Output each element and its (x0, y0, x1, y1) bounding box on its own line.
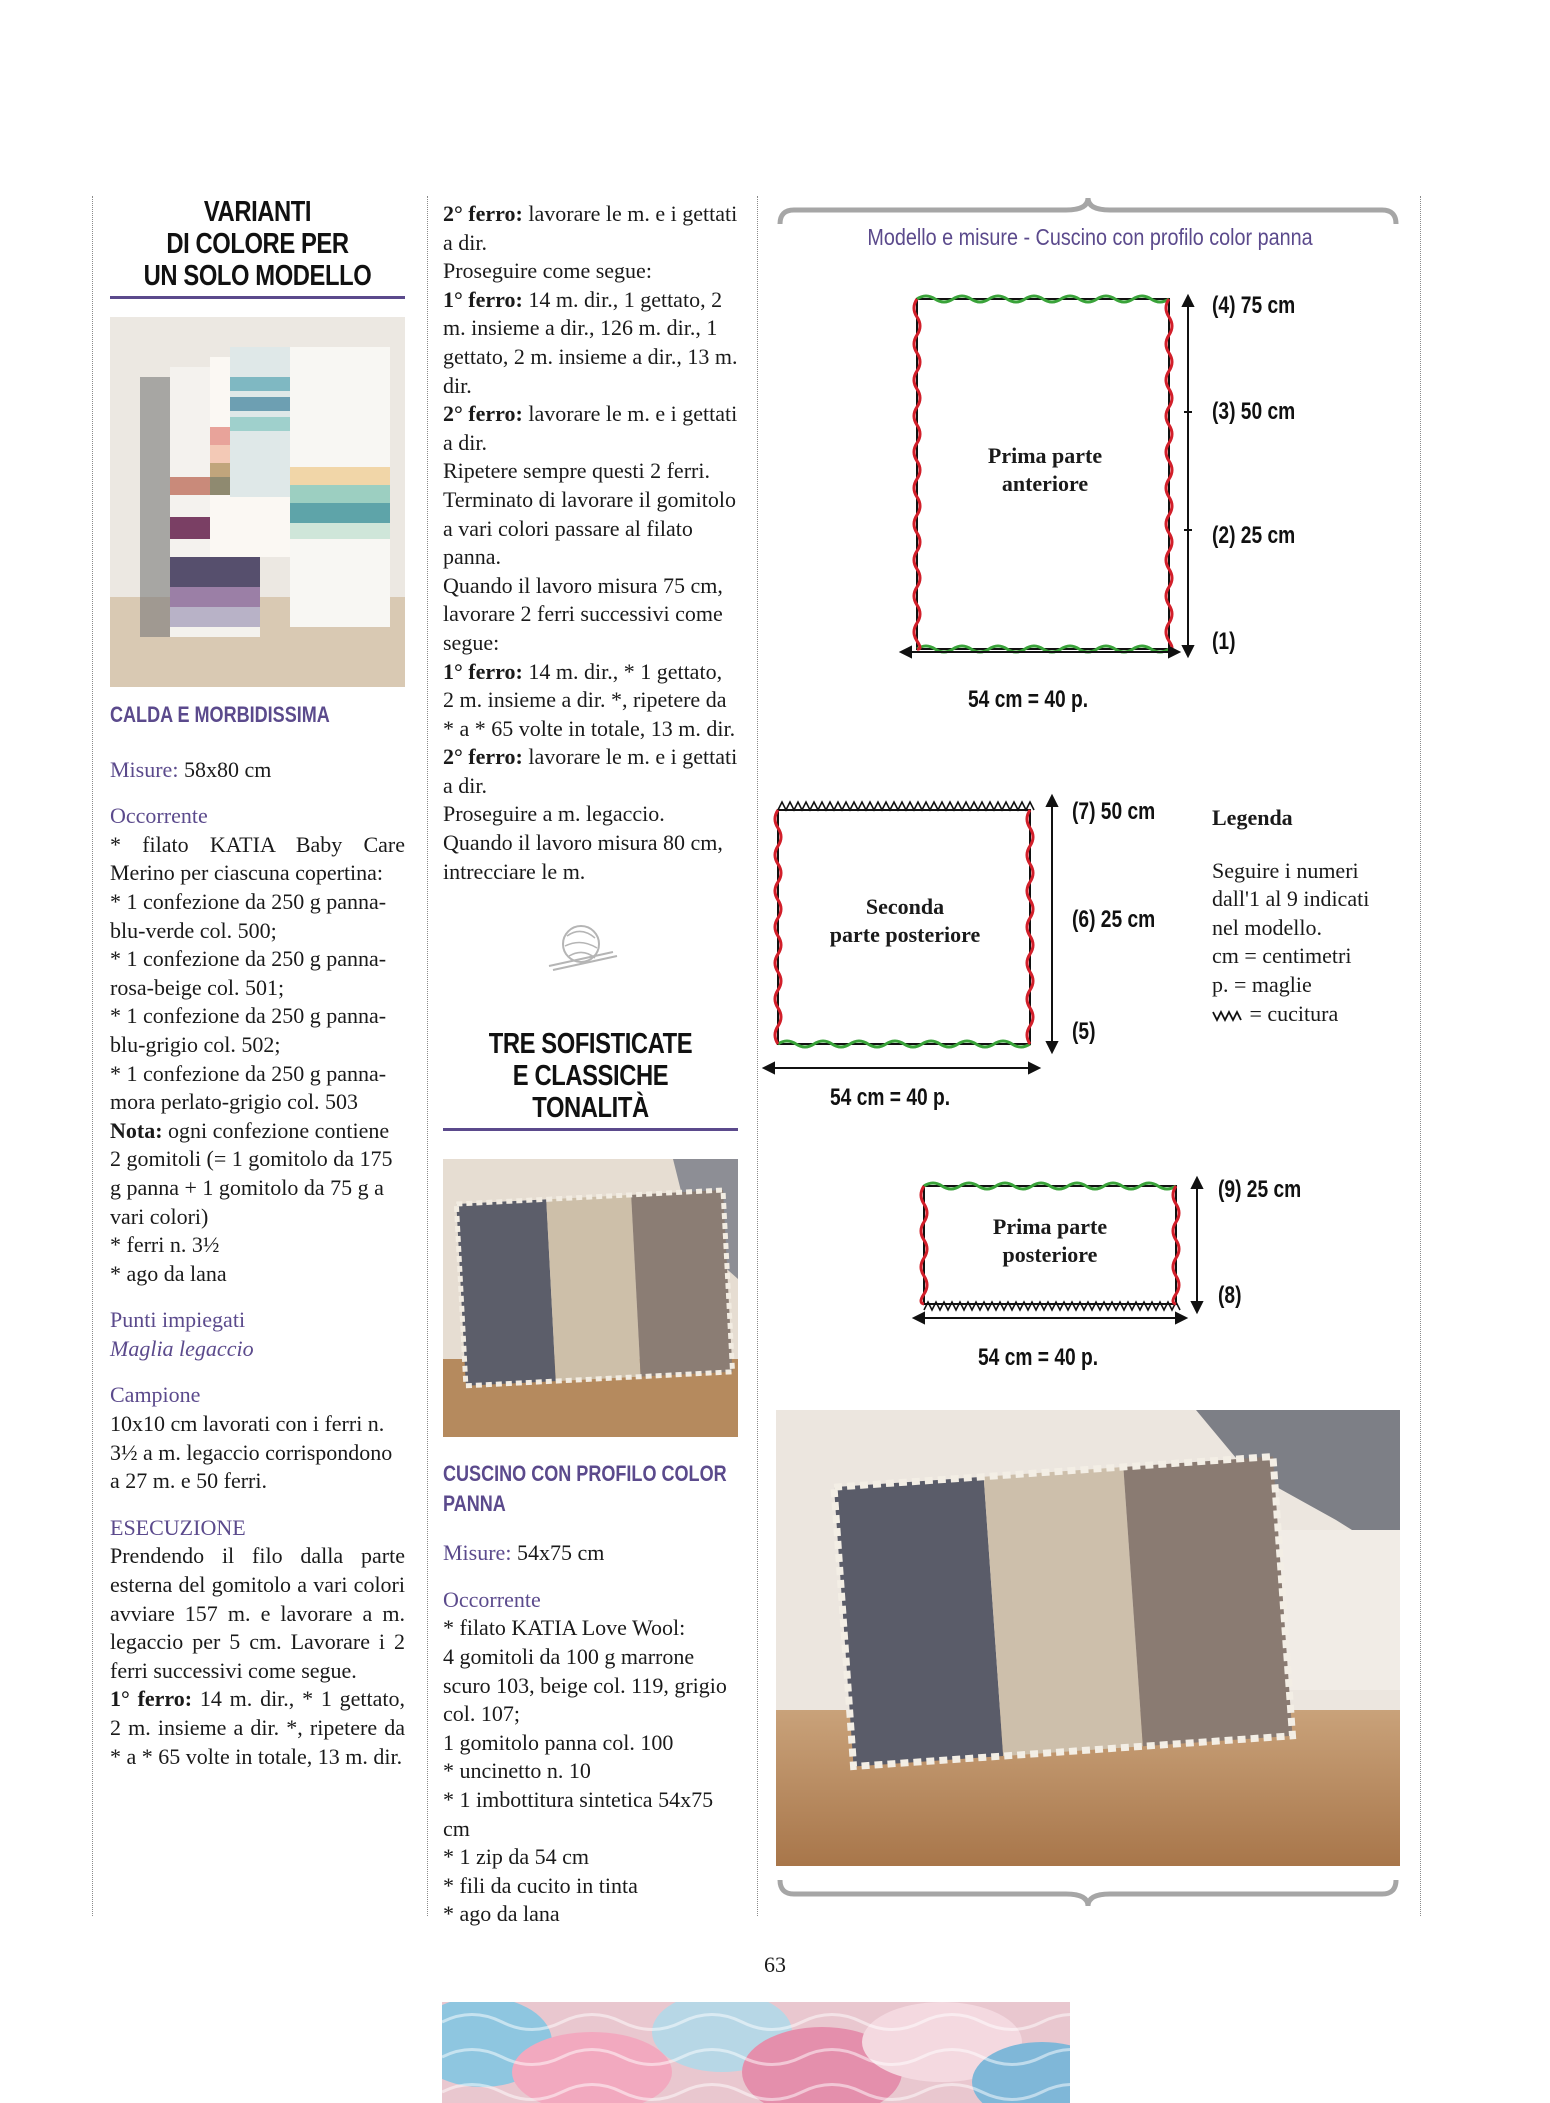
ferro-text: 14 m. dir., * 1 gettato, 2 m. insieme a dir. *, ripetere da * a * 65 volte in totale, 13 m. dir. (443, 658, 736, 741)
esecuzione-text: Prendendo il filo dalla parte esterna del gomitolo a vari colori avviare 157 m. e lavorare a m. legaccio per 5 cm. Lavorare i 2 ferri successivi come segue. (110, 1543, 405, 1683)
back1-right-seam (1173, 1186, 1179, 1304)
campione-text: 10x10 cm lavorati con i ferri n. 3½ a m. legaccio corrispondono a 27 m. e 50 ferri. (110, 1411, 393, 1494)
back1-mark-9: (9) 25 cm (1218, 1176, 1302, 1203)
project-title-2: CUSCINO CON PROFILO COLOR PANNA (443, 1461, 727, 1517)
back2-bottom-seam (778, 1041, 1030, 1047)
list-item: * ago da lana (110, 1260, 227, 1286)
back2-top-zipper (778, 802, 1034, 810)
list-item: * 1 zip da 54 cm (443, 1844, 590, 1870)
back2-mark-7: (7) 50 cm (1072, 798, 1156, 825)
list-item: * filato KATIA Love Wool: (443, 1615, 686, 1641)
ferro-text: lavorare le m. e i gettati a dir. (443, 744, 738, 798)
misure-value: 54x75 cm (516, 1540, 605, 1566)
back2-mark-5: (5) (1072, 1018, 1096, 1045)
front-mark-2: (2) 25 cm (1212, 522, 1296, 549)
campione-label: Campione (110, 1382, 201, 1408)
legend-line: p. = maglie (1212, 971, 1312, 997)
list-item: 4 gomitoli da 100 g marrone scuro 103, beige col. 119, grigio col. 107; (443, 1644, 727, 1727)
ferro-text: lavorare le m. e i gettati a dir. (443, 401, 738, 455)
title-line: E CLASSICHE (512, 1060, 669, 1093)
back1-mark-8: (8) (1218, 1282, 1242, 1309)
occorrente-label: Occorrente (443, 1586, 541, 1612)
legend (1212, 804, 1412, 1028)
front-mark-3: (3) 50 cm (1212, 398, 1296, 425)
title-line: TONALITÀ (532, 1092, 649, 1125)
label-line: Prima parte (992, 1214, 1108, 1239)
list-item: 1 gomitolo panna col. 100 (443, 1729, 674, 1755)
punti-value: Maglia legaccio (110, 1335, 254, 1361)
list-item: * 1 confezione da 250 g panna-blu-verde col. 500; (110, 888, 387, 943)
ferro-label: 1° ferro: (443, 286, 523, 312)
back1-left-seam (921, 1186, 927, 1304)
label-line: anteriore (1001, 471, 1089, 496)
nota-text: ogni confezione contiene 2 gomitoli (= 1 gomitolo da 175 g panna + 1 gomitolo da 75 g a vari colori) (110, 1117, 393, 1229)
paragraph: Ripetere sempre questi 2 ferri. Terminato di lavorare il gomitolo a vari colori passare al filato panna. (443, 458, 736, 570)
paragraph: Quando il lavoro misura 80 cm, intrecciare le m. (443, 830, 723, 884)
nota-label: Nota: (110, 1117, 163, 1143)
front-mark-4: (4) 75 cm (1212, 292, 1296, 319)
label-line: Prima parte (987, 443, 1103, 468)
front-right-seam (1166, 299, 1172, 649)
pillow-photo-large (776, 1410, 1400, 1866)
ferro-label: 2° ferro: (443, 201, 523, 226)
project-title: CALDA E MORBIDISSIMA (110, 702, 330, 727)
list-item: * fili da cucito in tinta (443, 1872, 638, 1898)
list-item: * filato KATIA Baby Care Merino per ciascuna copertina: (110, 831, 405, 886)
ferro-label: 1° ferro: (443, 658, 523, 684)
misure-label: Misure: (443, 1540, 512, 1566)
back1-bottom-zipper (924, 1302, 1180, 1310)
label-line: Seconda (865, 894, 945, 919)
ferro-label: 2° ferro: (443, 744, 523, 770)
list-item: * uncinetto n. 10 (443, 1758, 591, 1784)
seam-symbol-icon (1212, 1009, 1244, 1023)
front-top-seam (917, 296, 1169, 302)
page-number: 63 (764, 1952, 786, 1977)
title-line: DI COLORE PER (166, 228, 349, 260)
ferro-text: 14 m. dir., * 1 gettato, 2 m. insieme a dir. *, ripetere da * a * 65 volte in totale, 13 m. dir. (110, 1686, 405, 1769)
list-item: * 1 confezione da 250 g panna-mora perlato-grigio col. 503 (110, 1060, 387, 1115)
ferro-label: 2° ferro: (443, 401, 523, 427)
paragraph: Proseguire come segue: (443, 258, 652, 284)
list-item: * 1 confezione da 250 g panna-blu-grigio col. 502; (110, 1003, 387, 1057)
front-mark-1: (1) (1212, 628, 1236, 655)
ferro-text: 14 m. dir., 1 gettato, 2 m. insieme a dir., 126 m. dir., 1 gettato, 2 m. insieme a dir., 13 m. dir. (443, 286, 738, 398)
back2-left-seam (775, 810, 781, 1044)
list-item: * 1 imbottitura sintetica 54x75 cm (443, 1787, 714, 1841)
diagram-title: Modello e misure - Cuscino con profilo color panna (867, 224, 1313, 250)
title-line: TRE SOFISTICATE (488, 1028, 693, 1061)
legend-title: Legenda (1212, 805, 1293, 830)
list-item: * 1 confezione da 250 g panna-rosa-beige col. 501; (110, 946, 387, 1000)
paragraph: Quando il lavoro misura 75 cm, lavorare 2 ferri successivi come segue: (443, 572, 723, 655)
legend-line: Seguire i numeri (1212, 857, 1359, 883)
knit-texture-strip (442, 2002, 1070, 2103)
back2-width: 54 cm = 40 p. (830, 1084, 951, 1111)
legend-seam (1212, 1000, 1412, 1029)
punti-label: Punti impiegati (110, 1307, 246, 1333)
legend-line: dall'1 al 9 indicati (1212, 886, 1370, 912)
back1-top-seam (924, 1183, 1176, 1189)
legend-line: nel modello. (1212, 914, 1322, 940)
front-bottom-seam (917, 646, 1169, 652)
back1-width: 54 cm = 40 p. (978, 1344, 1099, 1371)
list-item: * ago da lana (443, 1901, 560, 1927)
list-item: * ferri n. 3½ (110, 1232, 220, 1258)
front-width: 54 cm = 40 p. (968, 686, 1089, 713)
back2-right-seam (1027, 810, 1033, 1044)
front-left-seam (914, 299, 920, 649)
title-line: UN SOLO MODELLO (143, 260, 372, 292)
label-line: posteriore (1002, 1242, 1098, 1267)
back2-mark-6: (6) 25 cm (1072, 906, 1156, 933)
bottom-bracket (776, 1878, 1400, 1908)
esecuzione-label: ESECUZIONE (110, 1514, 246, 1540)
occorrente-label: Occorrente (110, 803, 208, 829)
ferro-text: lavorare le m. e i gettati a dir. (443, 201, 738, 255)
legend-seam-text: = cucitura (1249, 1000, 1339, 1026)
legend-line: cm = centimetri (1212, 943, 1352, 969)
ferro-label: 1° ferro: (110, 1686, 193, 1712)
title-line: VARIANTI (203, 196, 312, 228)
label-line: parte posteriore (829, 922, 981, 947)
misure-label: Misure: (110, 756, 179, 782)
misure-value: 58x80 cm (183, 756, 272, 782)
paragraph: Proseguire a m. legaccio. (443, 801, 665, 827)
